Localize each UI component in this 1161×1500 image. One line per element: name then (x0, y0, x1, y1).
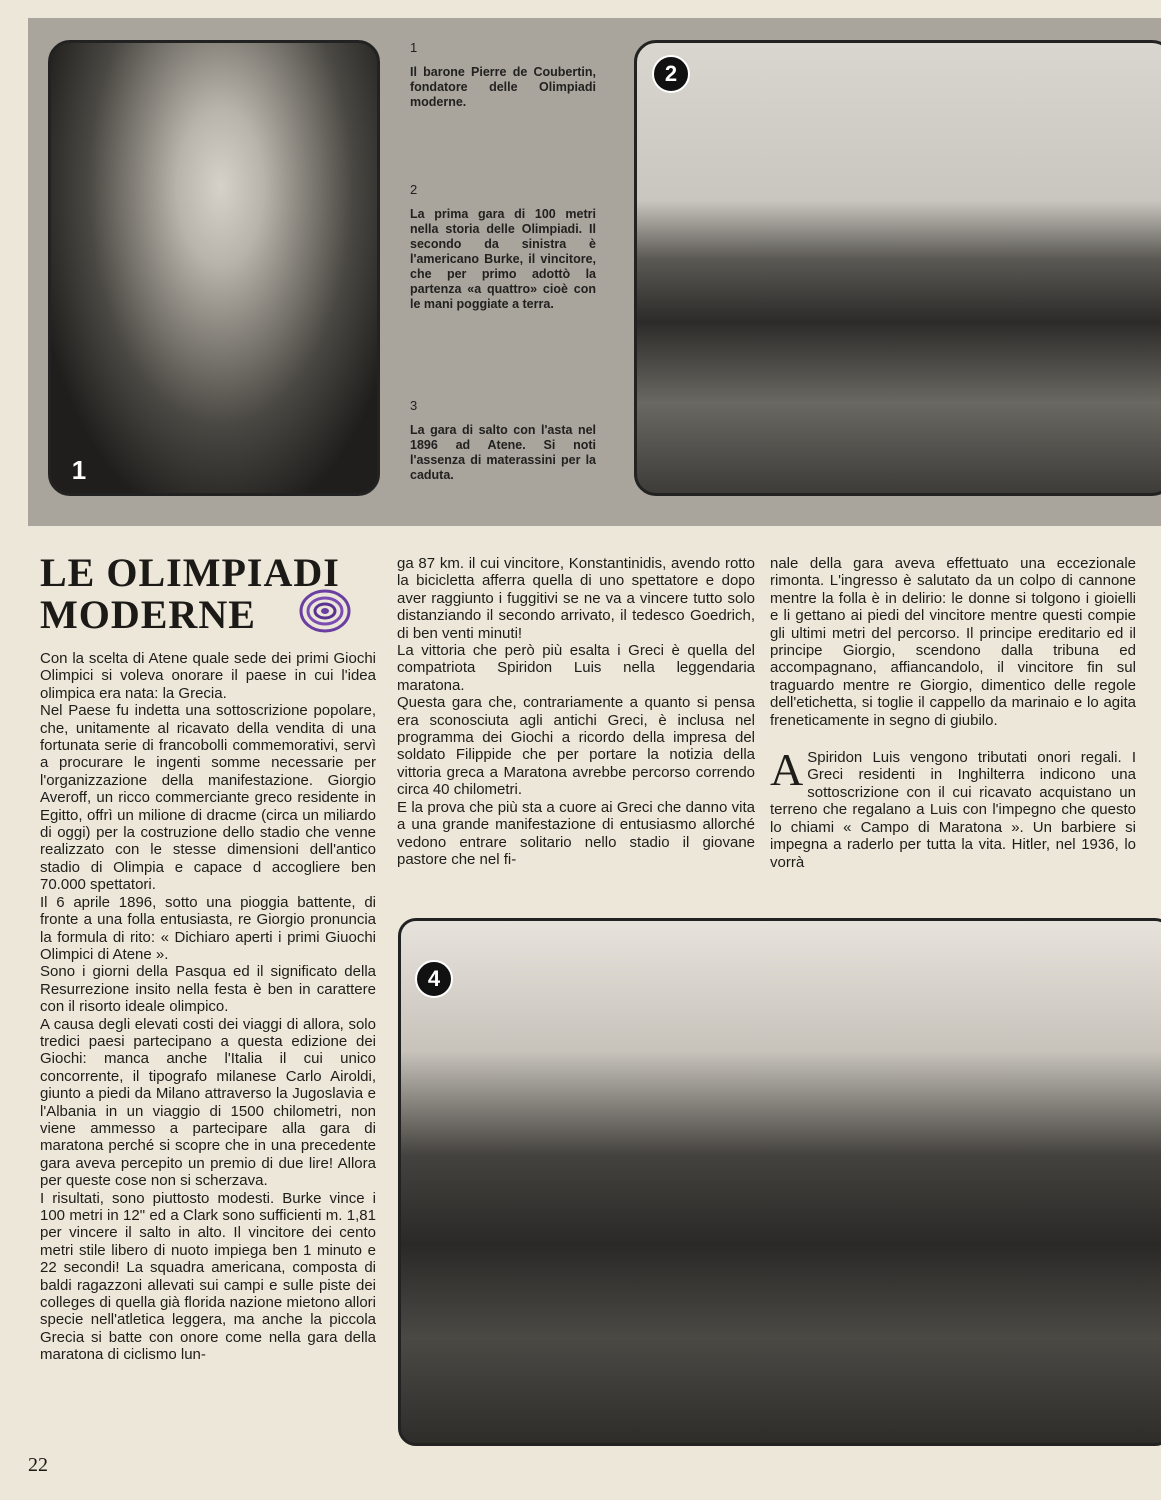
article-column-2 (397, 555, 755, 868)
caption-number: 2 (410, 182, 418, 197)
caption-3 (410, 398, 596, 483)
caption-number: 1 (410, 40, 418, 55)
photo-coubertin-portrait (48, 40, 380, 496)
title-line-2: MODERNE (40, 592, 256, 637)
olympic-swirl-icon (296, 586, 354, 636)
caption-text: La gara di salto con l'asta nel 1896 ad Atene. Si noti l'assenza di materassini per la caduta. (410, 423, 596, 482)
paragraph: Nel Paese fu indetta una sottoscrizione popolare, che, unitamente al ricavato della vendita di una fortunata serie di francobolli commemorativi, servì a procurare le ingenti somme necessarie per l'organizzazione della manifestazione. Giorgio Averoff, un ricco commerciante greco residente in Egitto, offrì un milione di dracme (circa un miliardo di oggi) per la costruzione dello stadio che venne realizzato con le stesse dimensioni dell'antico stadio di Olimpia e capace d accogliere ben 70.000 spettatori. (40, 702, 376, 894)
caption-text: Il barone Pierre de Coubertin, fondatore delle Olimpiadi moderne. (410, 65, 596, 109)
article-column-1 (40, 650, 376, 1364)
paragraph: A causa degli elevati costi dei viaggi di allora, solo tredici paesi partecipano a questa edizione dei Giochi: manca anche l'Italia il cui unico concorrente, il tipografo milanese Carlo Airoldi, giunto a piedi da Milano attraverso la Jugoslavia e l'Albania in un viaggio di 1500 chilometri, non viene ammesso a partecipare alla gara di maratona perché si scopre che in una precedente gara aveva percepito un premio di due lire! Allora per queste cose non si scherzava. (40, 1015, 376, 1190)
caption-2 (410, 182, 596, 312)
photo-100m-race (634, 40, 1161, 496)
paragraph: I risultati, sono piuttosto modesti. Burke vince i 100 metri in 12" ed a Clark sono sufficienti m. 1,81 per vincere il salto in alto. Il vincitore dei cento metri stile libero di nuoto impiega ben 1 minuto e 22 secondi! La squadra americana, composta di baldi ragazzoni allevati sui campi e sulle piste dei colleges di quella già florida nazione mietono allori specie nell'atletica leggera, ma anche la piccola Grecia si batte con onore come nella gara della maratona di ciclismo lun- (40, 1189, 376, 1364)
caption-text: La prima gara di 100 metri nella storia delle Olimpiadi. Il secondo da sinistra è l'americano Burke, il vincitore, che per primo adottò la partenza «a quattro» cioè con le mani poggiate a terra. (410, 207, 596, 311)
figure-badge-2: 2 (652, 55, 690, 93)
page-number: 22 (28, 1454, 48, 1476)
paragraph: E la prova che più sta a cuore ai Greci che danno vita a una grande manifestazione di entusiasmo allorché vedono entrare solitario nello stadio il giovane pastore che nel fi- (397, 798, 755, 868)
paragraph: ga 87 km. il cui vincitore, Konstantinidis, avendo rotto la bicicletta afferra quella di uno spettatore e dopo aver raggiunto i fuggitivi se ne va a vincere tutto solo distanziando il secondo arrivato, il tedesco Goedrich, di ben venti minuti! (397, 555, 755, 642)
paragraph-dropcap (770, 744, 1136, 871)
paragraph: Sono i giorni della Pasqua ed il significato della Resurrezione insito nella festa è ben in carattere con il risorto ideale olimpico. (40, 963, 376, 1016)
paragraph: Con la scelta di Atene quale sede dei primi Giochi Olimpici si voleva onorare il paese in cui l'idea olimpica era nata: la Grecia. (40, 650, 376, 702)
paragraph: nale della gara aveva effettuato una eccezionale rimonta. L'ingresso è salutato da un colpo di cannone mentre la folla è in delirio: le donne si tolgono i gioielli e li gettano ai piedi del vincitore mentre questi compie gli ultimi metri del percorso. Il principe ereditario ed il principe Giorgio, scendono dalla tribuna ed accompagnano, affiancandolo, il vincitore fin sul traguardo mentre re Giorgio, dimentico delle regole dell'etichetta, si toglie il cappello da marinaio e lo agita freneticamente in segno di giubilo. (770, 555, 1136, 729)
caption-1 (410, 40, 596, 110)
paragraph: Il 6 aprile 1896, sotto una pioggia battente, di fronte a una folla entusiasta, re Giorgio pronuncia la formula di rito: « Dichiaro aperti i primi Giuochi Olimpici di Atene ». (40, 893, 376, 963)
figure-badge-1: 1 (71, 454, 87, 485)
caption-number: 3 (410, 398, 418, 413)
paragraph: La vittoria che però più esalta i Greci è quella del compatriota Spiridon Luis nella leggendaria maratona. (397, 642, 755, 694)
paragraph-text: Spiridon Luis vengono tributati onori regali. I Greci residenti in Inghilterra indicono una sottoscrizione con il cui ricavato acquistano un terreno che regalano a Luis con l'impegno che questo lo chiami « Campo di Maratona ». Un barbiere si impegna a raderlo per tutta la vita. Hitler, nel 1936, lo vorrà (770, 749, 1136, 871)
paragraph: Questa gara che, contrariamente a quanto si pensa era sconosciuta agli antichi Greci, è inclusa nel programma dei Giochi a ricordo della impresa del soldato Filippide che per portare la notizia della vittoria greca a Maratona avrebbe percorso correndo circa 40 chilometri. (397, 694, 755, 799)
figure-badge-4: 4 (415, 960, 453, 998)
photo-discus-thrower (398, 918, 1161, 1446)
article-column-3 (770, 555, 1136, 871)
drop-cap: A (770, 744, 804, 796)
title-line-1: LE OLIMPIADI (40, 550, 340, 595)
